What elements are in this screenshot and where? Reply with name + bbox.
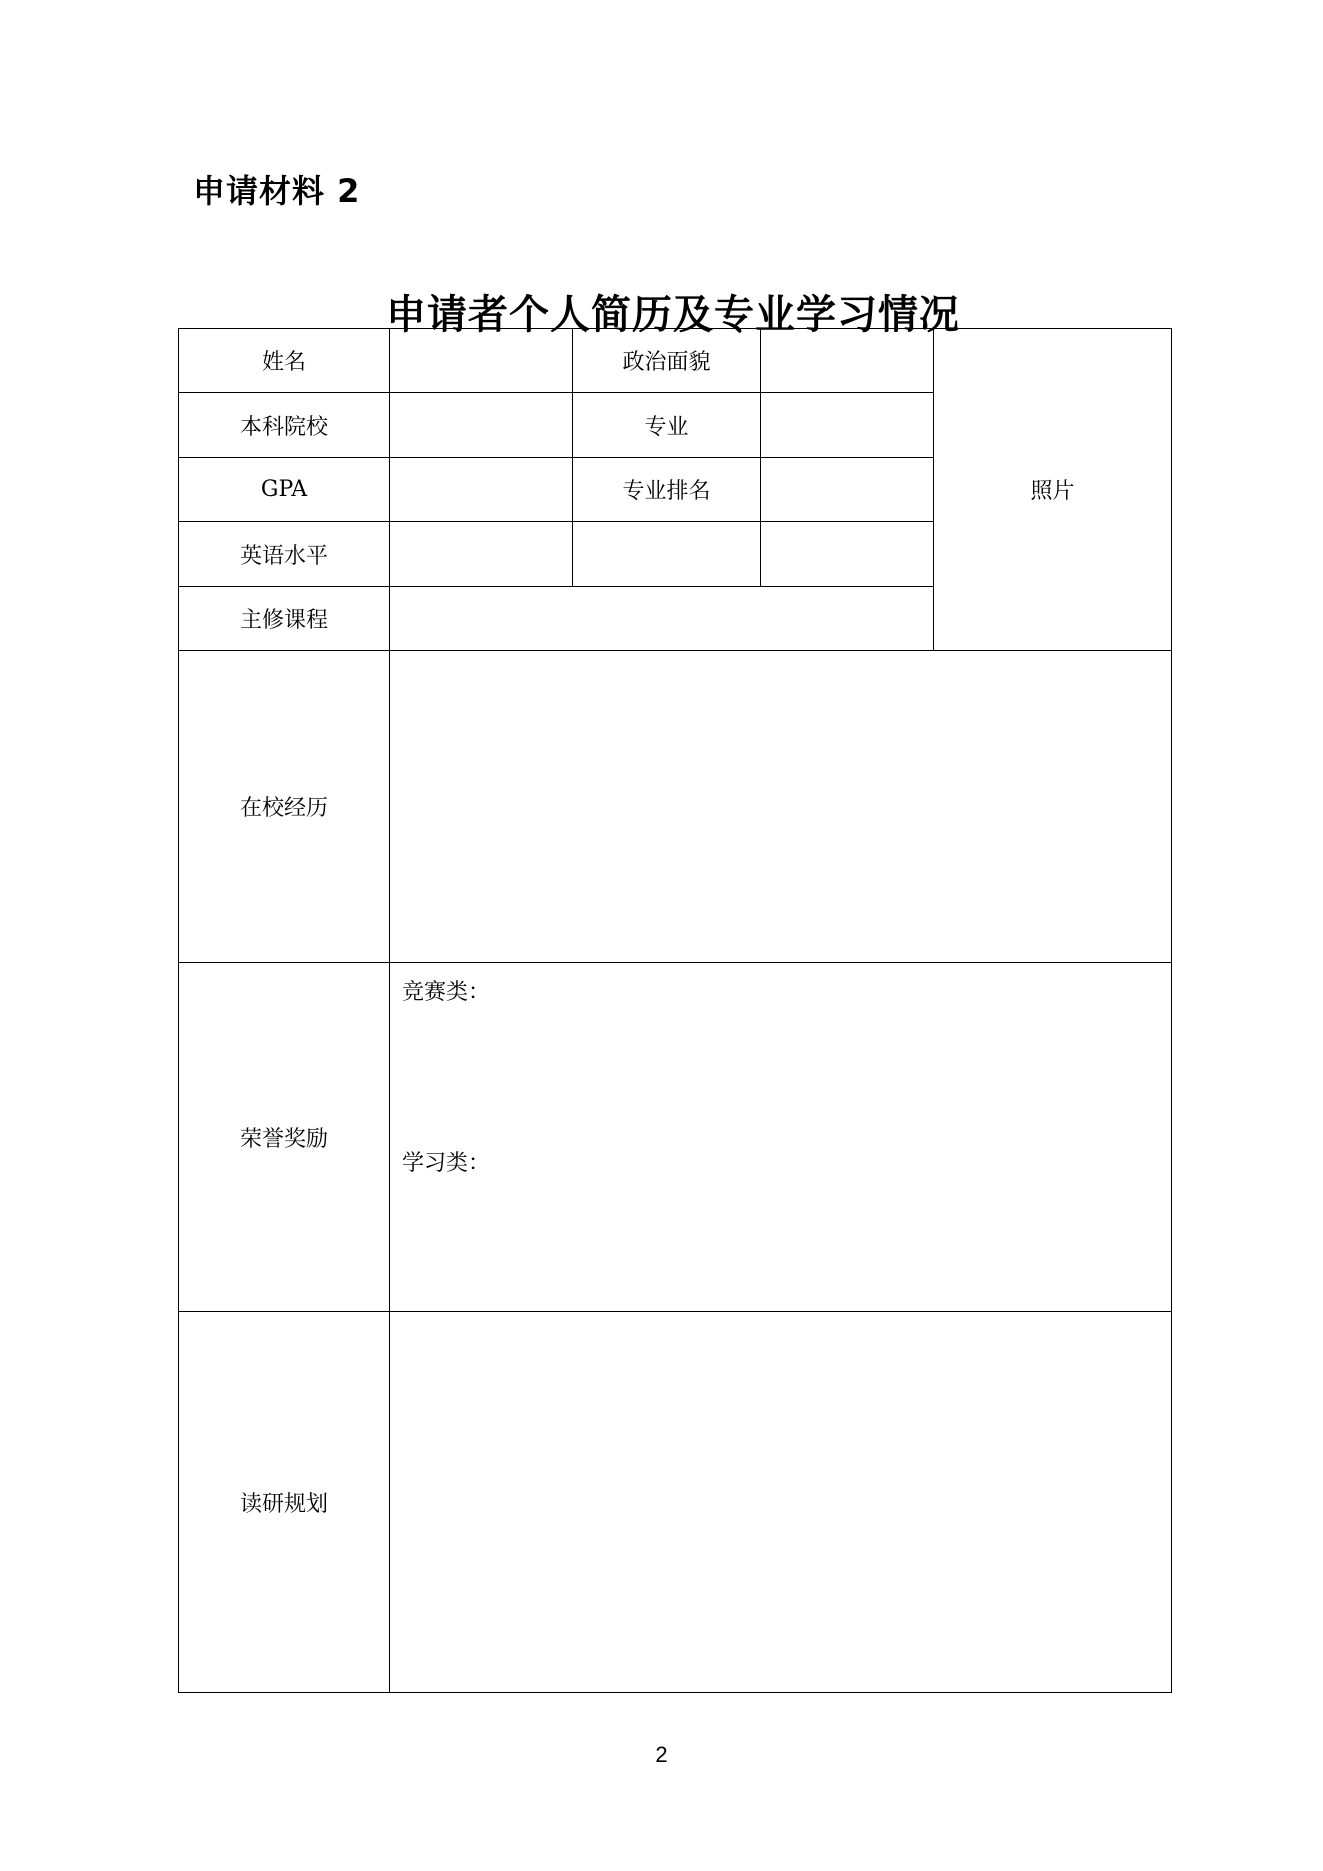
gpa-field[interactable] (390, 458, 573, 522)
study-plan-field[interactable] (390, 1312, 1172, 1693)
experience-field[interactable] (390, 651, 1172, 963)
study-plan-label: 读研规划 (179, 1312, 390, 1693)
major-ranking-field[interactable] (761, 458, 934, 522)
political-status-field[interactable] (761, 329, 934, 393)
honors-label: 荣誉奖励 (179, 963, 390, 1312)
study-awards-label: 学习类： (402, 1151, 491, 1176)
page-title: 申请者个人简历及专业学习情况 (386, 292, 960, 338)
major-ranking-label: 专业排名 (573, 458, 761, 522)
section-heading: 申请材料 2 (193, 172, 361, 210)
main-courses-field[interactable] (390, 587, 934, 651)
major-label: 专业 (573, 393, 761, 458)
competition-awards-label: 竞赛类： (402, 980, 491, 1005)
political-status-label: 政治面貌 (573, 329, 761, 393)
english-level-label: 英语水平 (179, 522, 390, 587)
main-courses-label: 主修课程 (179, 587, 390, 651)
university-field[interactable] (390, 393, 573, 458)
gpa-label: GPA (179, 458, 390, 522)
name-label: 姓名 (179, 329, 390, 393)
application-form-table (178, 328, 1172, 1693)
honors-field[interactable] (390, 963, 1172, 1312)
photo-box[interactable]: 照片 (934, 329, 1172, 651)
english-extra-field-1[interactable] (573, 522, 761, 587)
university-label: 本科院校 (179, 393, 390, 458)
major-field[interactable] (761, 393, 934, 458)
name-field[interactable] (390, 329, 573, 393)
experience-label: 在校经历 (179, 651, 390, 963)
table-row (179, 963, 1172, 1312)
table-row (179, 1312, 1172, 1693)
page-number: 2 (655, 1742, 668, 1767)
english-level-field[interactable] (390, 522, 573, 587)
table-row (179, 329, 1172, 393)
english-extra-field-2[interactable] (761, 522, 934, 587)
table-row (179, 651, 1172, 963)
